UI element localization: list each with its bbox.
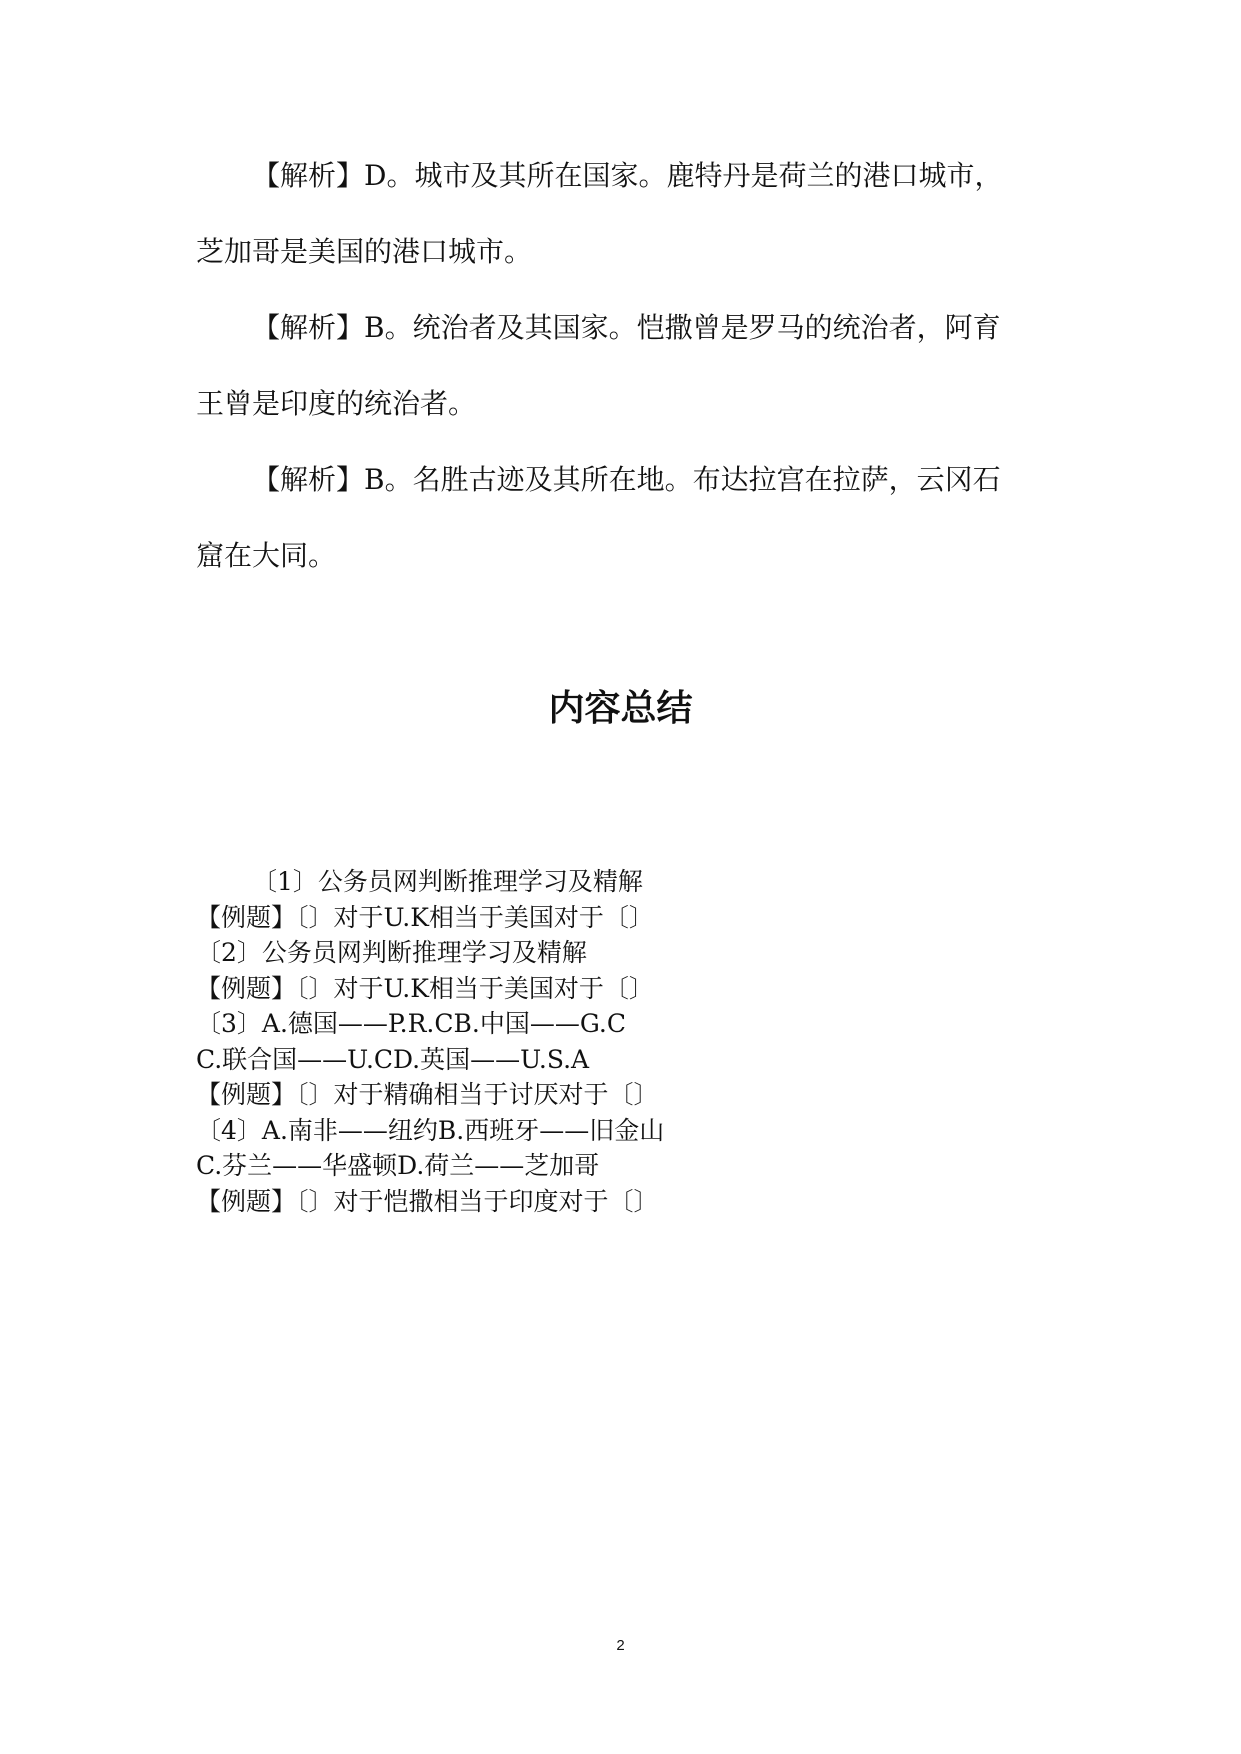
analysis-2-line-1: 【解析】B。统治者及其国家。恺撒曾是罗马的统治者，阿育 (252, 311, 1001, 344)
analysis-paragraph-1 (196, 138, 1036, 290)
summary-line: C.联合国——U.CD.英国——U.S.A (196, 1044, 590, 1074)
summary-line: 〔2〕公务员网判断推理学习及精解 (196, 938, 587, 967)
summary-list (196, 864, 896, 1219)
summary-line: 〔4〕A.南非——纽约B.西班牙——旧金山 (196, 1115, 665, 1145)
analysis-3-line-1: 【解析】B。名胜古迹及其所在地。布达拉宫在拉萨，云冈石 (252, 463, 1001, 496)
summary-line: 〔3〕A.德国——P.R.CB.中国——G.C (196, 1009, 626, 1038)
summary-line: 【例题】〔〕对于U.K相当于美国对于〔〕 (196, 902, 654, 932)
analysis-paragraph-2 (196, 290, 1036, 442)
page-number: 2 (616, 1637, 625, 1654)
analysis-2-line-2: 王曾是印度的统治者。 (196, 387, 477, 420)
summary-line: C.芬兰——华盛顿D.荷兰——芝加哥 (196, 1151, 600, 1180)
summary-line: 【例题】〔〕对于恺撒相当于印度对于〔〕 (196, 1186, 659, 1216)
analysis-paragraph-3 (196, 442, 1036, 594)
summary-line: 【例题】〔〕对于U.K相当于美国对于〔〕 (196, 973, 654, 1003)
summary-line: 【例题】〔〕对于精确相当于讨厌对于〔〕 (196, 1080, 659, 1109)
summary-line: 〔1〕公务员网判断推理学习及精解 (252, 867, 643, 896)
analysis-1-line-1: 【解析】D。城市及其所在国家。鹿特丹是荷兰的港口城市， (252, 159, 1003, 192)
analysis-1-line-2: 芝加哥是美国的港口城市。 (196, 235, 533, 268)
summary-title: 内容总结 (548, 688, 693, 729)
analysis-3-line-2: 窟在大同。 (196, 539, 337, 572)
